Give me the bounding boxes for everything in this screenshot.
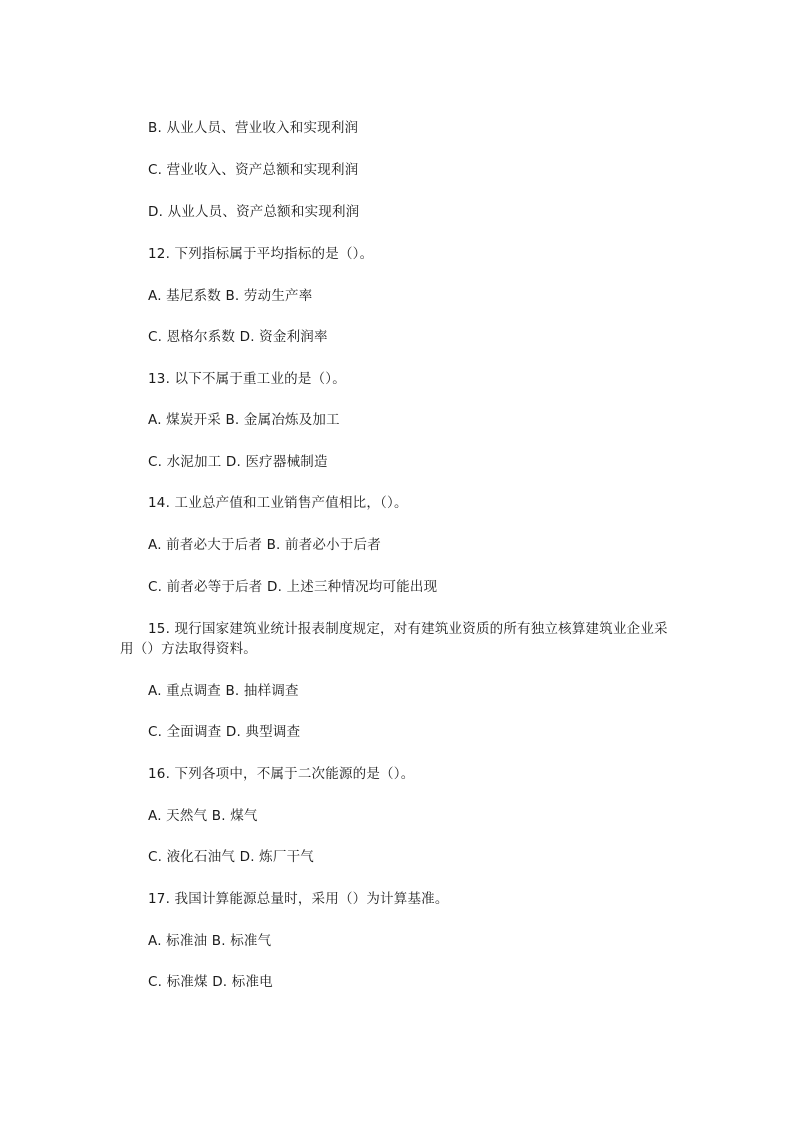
options-12-cd: C. 恩格尔系数 D. 资金利润率 (148, 329, 328, 345)
option-11c: C. 营业收入、资产总额和实现利润 (148, 162, 359, 178)
options-14-cd: C. 前者必等于后者 D. 上述三种情况均可能出现 (148, 579, 438, 595)
question-15: 15. 现行国家建筑业统计报表制度规定，对有建筑业资质的所有独立核算建筑业企业采用（）方法取得资料。 (120, 621, 668, 657)
options-16-ab: A. 天然气 B. 煤气 (148, 808, 258, 824)
question-12: 12. 下列指标属于平均指标的是（）。 (148, 246, 374, 262)
option-11b: B. 从业人员、营业收入和实现利润 (148, 120, 359, 136)
question-16: 16. 下列各项中，不属于二次能源的是（）。 (148, 766, 415, 782)
options-15-cd: C. 全面调查 D. 典型调查 (148, 724, 301, 740)
question-13: 13. 以下不属于重工业的是（）。 (148, 371, 346, 387)
options-12-ab: A. 基尼系数 B. 劳动生产率 (148, 288, 313, 304)
options-13-cd: C. 水泥加工 D. 医疗器械制造 (148, 454, 328, 470)
options-16-cd: C. 液化石油气 D. 炼厂干气 (148, 849, 314, 865)
options-14-ab: A. 前者必大于后者 B. 前者必小于后者 (148, 537, 381, 553)
options-17-ab: A. 标准油 B. 标准气 (148, 933, 272, 949)
question-14: 14. 工业总产值和工业销售产值相比，（）。 (148, 495, 408, 511)
option-11d: D. 从业人员、资产总额和实现利润 (148, 204, 360, 220)
options-13-ab: A. 煤炭开采 B. 金属冶炼及加工 (148, 412, 340, 428)
question-17: 17. 我国计算能源总量时，采用（）为计算基准。 (148, 891, 449, 907)
options-15-ab: A. 重点调查 B. 抽样调查 (148, 683, 299, 699)
options-17-cd: C. 标准煤 D. 标准电 (148, 974, 273, 990)
